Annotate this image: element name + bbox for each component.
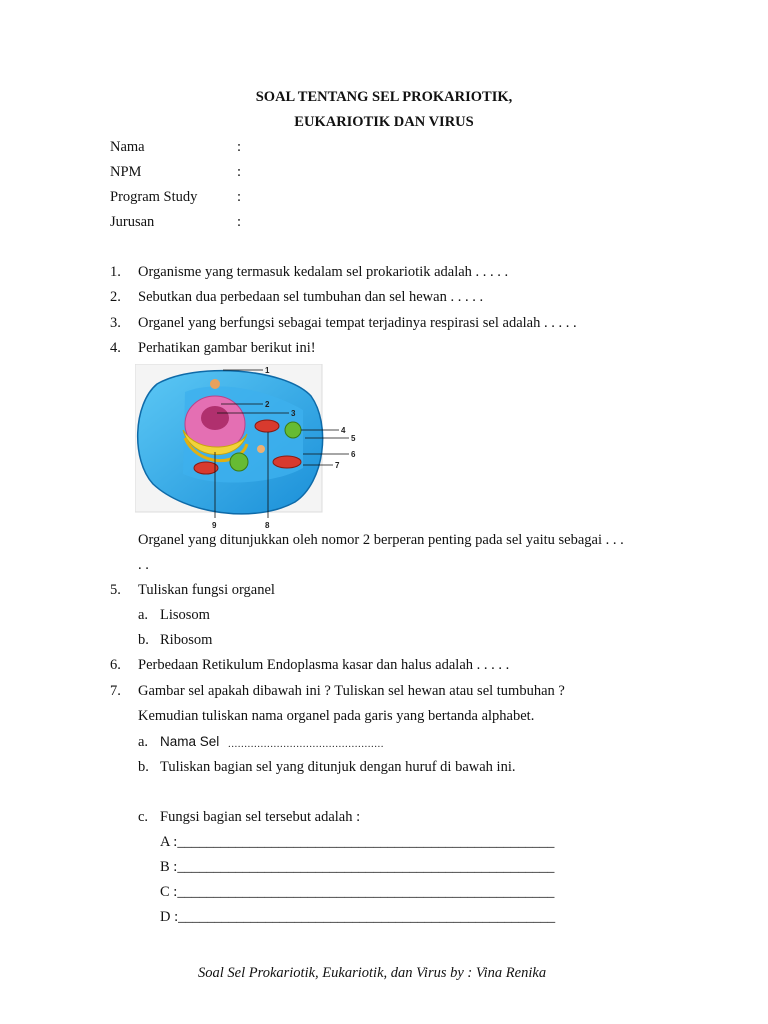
answer-label: A : <box>160 834 178 850</box>
answer-blank: ____________________________________________________ <box>177 884 555 900</box>
sub-item-fungsi: Fungsi bagian sel tersebut adalah : <box>160 809 361 825</box>
answer-line-b <box>160 858 554 876</box>
identity-colon: : <box>237 189 242 205</box>
question-3-text: Organel yang berfungsi sebagai tempat terjadinya respirasi sel adalah . . . . . <box>138 315 577 331</box>
diagram-label-4: 4 <box>341 426 346 435</box>
answer-blank: ____________________________________________________ <box>177 859 555 875</box>
answer-label: B : <box>160 859 178 875</box>
mitochondrion <box>273 456 301 468</box>
answer-blank: ____________________________________________________ <box>178 909 556 925</box>
question-2-text: Sebutkan dua perbedaan sel tumbuhan dan sel hewan . . . . . <box>138 289 484 305</box>
question-number: 1. <box>110 264 121 280</box>
vesicle <box>230 453 248 471</box>
sub-letter: a. <box>138 734 149 750</box>
question-7-text-cont: Kemudian tuliskan nama organel pada garis yang bertanda alphabet. <box>138 708 535 724</box>
question-number: 2. <box>110 289 121 305</box>
sub-letter: c. <box>138 809 149 825</box>
diagram-label-9: 9 <box>212 521 217 530</box>
answer-label: D : <box>160 909 179 925</box>
identity-label-npm: NPM <box>110 164 142 180</box>
diagram-label-3: 3 <box>291 409 296 418</box>
nucleolus <box>201 406 229 430</box>
question-4-text: Perhatikan gambar berikut ini! <box>138 340 316 356</box>
question-4-followup-cont: . . <box>138 557 149 573</box>
answer-blank: ____________________________________________________ <box>177 834 555 850</box>
diagram-label-2: 2 <box>265 400 270 409</box>
answer-line-a <box>160 833 554 851</box>
question-number: 3. <box>110 315 121 331</box>
answer-dots: ................................................ <box>228 738 384 750</box>
question-number: 5. <box>110 582 121 598</box>
mitochondrion <box>255 420 279 432</box>
identity-label-jurusan: Jurusan <box>110 214 155 230</box>
diagram-label-5: 5 <box>351 434 356 443</box>
sub-item-nama-sel: Nama Sel <box>160 734 220 749</box>
diagram-label-8: 8 <box>265 521 270 530</box>
identity-colon: : <box>237 214 242 230</box>
diagram-label-6: 6 <box>351 450 356 459</box>
centriole <box>210 379 220 389</box>
mitochondrion <box>194 462 218 474</box>
page-title: SOAL TENTANG SEL PROKARIOTIK, <box>255 89 513 105</box>
page-footer: Soal Sel Prokariotik, Eukariotik, dan Virus by : Vina Renika <box>198 965 547 981</box>
question-number: 7. <box>110 683 121 699</box>
identity-colon: : <box>237 164 242 180</box>
sub-item-ribosom: Ribosom <box>160 632 213 648</box>
sub-letter: b. <box>138 632 149 648</box>
diagram-label-7: 7 <box>335 461 340 470</box>
identity-label-nama: Nama <box>110 139 145 155</box>
sub-item-bagian-sel: Tuliskan bagian sel yang ditunjuk dengan huruf di bawah ini. <box>160 759 516 775</box>
question-number: 4. <box>110 340 121 356</box>
animal-cell-diagram <box>135 364 360 534</box>
question-5-text: Tuliskan fungsi organel <box>138 582 275 598</box>
identity-colon: : <box>237 139 242 155</box>
question-6-text: Perbedaan Retikulum Endoplasma kasar dan halus adalah . . . . . <box>138 657 510 673</box>
identity-label-program: Program Study <box>110 189 198 205</box>
lysosome <box>257 445 265 453</box>
sub-letter: a. <box>138 607 149 623</box>
sub-item-lisosom: Lisosom <box>160 607 210 623</box>
vesicle <box>285 422 301 438</box>
answer-line-c <box>160 883 554 901</box>
question-1-text: Organisme yang termasuk kedalam sel prokariotik adalah . . . . . <box>138 264 509 280</box>
question-number: 6. <box>110 657 121 673</box>
question-7-text: Gambar sel apakah dibawah ini ? Tuliskan sel hewan atau sel tumbuhan ? <box>138 683 565 699</box>
answer-line-d <box>160 908 555 926</box>
diagram-label-1: 1 <box>265 366 270 375</box>
question-4-followup: Organel yang ditunjukkan oleh nomor 2 berperan penting pada sel yaitu sebagai . . . <box>138 532 624 548</box>
answer-label: C : <box>160 884 178 900</box>
page-subtitle: EUKARIOTIK DAN VIRUS <box>294 114 474 130</box>
sub-letter: b. <box>138 759 149 775</box>
